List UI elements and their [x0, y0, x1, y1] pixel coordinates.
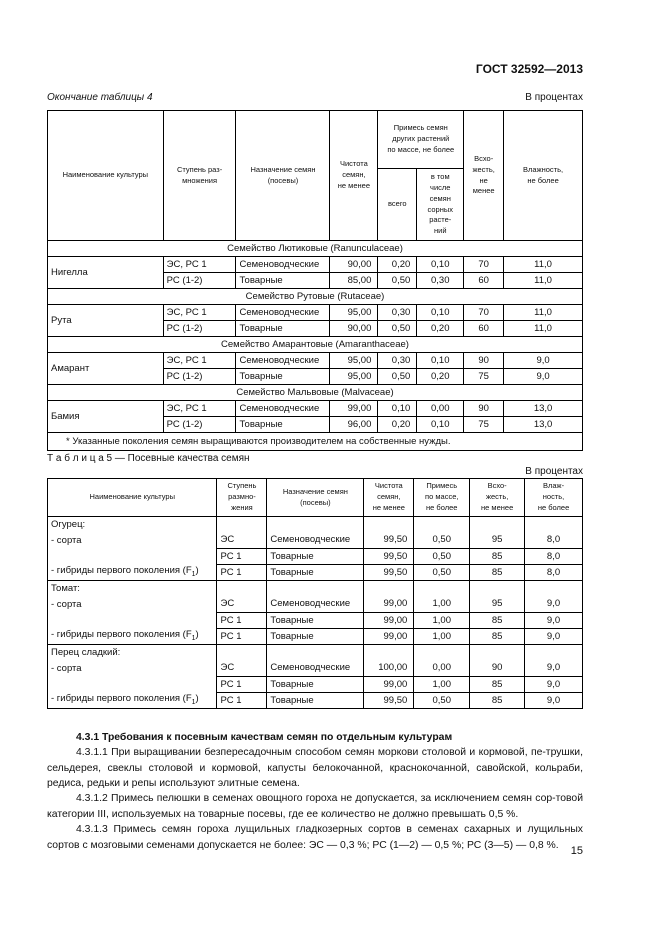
moisture: 11,0 — [504, 305, 583, 321]
empty-cell — [470, 581, 525, 597]
table4-header-row — [48, 111, 583, 169]
admix: 1,00 — [414, 677, 470, 693]
germination: 70 — [464, 257, 504, 273]
table-row — [48, 257, 583, 273]
purpose: Семеноводческие — [267, 533, 364, 549]
variety-label: - сорта — [48, 597, 217, 613]
purity: 99,50 — [364, 549, 414, 565]
variety-label: - сорта — [48, 661, 217, 677]
empty-cell — [48, 549, 217, 565]
table-row — [48, 533, 583, 549]
section-heading: 4.3.1 Требования к посевным качествам семян по отдельным культурам — [76, 732, 453, 743]
table-row — [48, 613, 583, 629]
table-row — [48, 565, 583, 581]
purity: 100,00 — [364, 661, 414, 677]
step: РС 1 — [217, 693, 267, 709]
purpose: Семеноводческие — [267, 597, 364, 613]
family-row — [48, 337, 583, 353]
moisture: 8,0 — [525, 533, 583, 549]
empty-cell — [470, 517, 525, 533]
germination: 85 — [470, 549, 525, 565]
empty-cell — [364, 581, 414, 597]
germination: 70 — [464, 305, 504, 321]
moisture: 13,0 — [504, 401, 583, 417]
step: РС (1-2) — [163, 273, 236, 289]
admix: 0,50 — [414, 533, 470, 549]
subscript: 1 — [191, 570, 196, 578]
table4-caption: Окончание таблицы 4 — [47, 92, 153, 103]
moisture: 9,0 — [525, 629, 583, 645]
step: РС (1-2) — [163, 417, 236, 433]
purity: 96,00 — [330, 417, 378, 433]
footnote: * Указанные поколения семян выращиваются производителем на собственные нужды. — [48, 433, 583, 451]
germination: 85 — [470, 613, 525, 629]
table-row — [48, 597, 583, 613]
table-row — [48, 661, 583, 677]
purity: 99,00 — [364, 613, 414, 629]
header-germ: Всхо- жесть, не менее — [464, 111, 504, 241]
variety-label: - сорта — [48, 533, 217, 549]
header-step: Ступень раз- множения — [163, 111, 236, 241]
empty-cell — [525, 517, 583, 533]
table5-units: В процентах — [525, 466, 583, 477]
admix-weed: 0,10 — [417, 257, 464, 273]
admix-total: 0,50 — [378, 369, 417, 385]
purity: 99,00 — [330, 401, 378, 417]
germination: 90 — [464, 401, 504, 417]
culture-name: Рута — [48, 305, 164, 337]
purpose: Товарные — [236, 273, 330, 289]
empty-cell — [217, 517, 267, 533]
header-admix-weed: в том числе семян сорных расте- ний — [417, 169, 464, 241]
table-5 — [47, 478, 583, 709]
family-row — [48, 241, 583, 257]
step: РС (1-2) — [163, 321, 236, 337]
family-row — [48, 385, 583, 401]
admix: 0,50 — [414, 565, 470, 581]
header-admix: Примесь по массе, не более — [414, 479, 470, 517]
purpose: Семеноводческие — [236, 257, 330, 273]
purpose: Товарные — [267, 549, 364, 565]
purpose: Товарные — [236, 321, 330, 337]
culture-name: Амарант — [48, 353, 164, 385]
purpose: Семеноводческие — [236, 305, 330, 321]
culture-name: Перец сладкий: — [48, 645, 217, 661]
purpose: Товарные — [267, 565, 364, 581]
table-row — [48, 517, 583, 533]
germination: 60 — [464, 321, 504, 337]
germination: 95 — [470, 597, 525, 613]
empty-cell — [470, 645, 525, 661]
admix-total: 0,30 — [378, 353, 417, 369]
step: РС (1-2) — [163, 369, 236, 385]
table-row — [48, 629, 583, 645]
purity: 90,00 — [330, 321, 378, 337]
hybrid-label: - гибриды первого поколения $(F_1)$ — [48, 693, 217, 709]
moisture: 9,0 — [525, 661, 583, 677]
germination: 60 — [464, 273, 504, 289]
footnote-row — [48, 433, 583, 451]
moisture: 8,0 — [525, 565, 583, 581]
culture-name: Огурец: — [48, 517, 217, 533]
admix-total: 0,20 — [378, 257, 417, 273]
germination: 75 — [464, 369, 504, 385]
purpose: Товарные — [236, 369, 330, 385]
subscript: 1 — [191, 634, 196, 642]
step: РС 1 — [217, 549, 267, 565]
admix-weed: 0,20 — [417, 321, 464, 337]
admix: 0,50 — [414, 693, 470, 709]
step: РС 1 — [217, 629, 267, 645]
hybrid-label: - гибриды первого поколения $(F_1)$ — [48, 565, 217, 581]
table5-title: Т а б л и ц а 5 — Посевные качества семян — [47, 453, 250, 464]
empty-cell — [48, 677, 217, 693]
step: ЭС — [217, 661, 267, 677]
purity: 95,00 — [330, 369, 378, 385]
empty-cell — [217, 645, 267, 661]
header-culture: Наименование культуры — [48, 111, 164, 241]
purpose: Товарные — [267, 677, 364, 693]
purity: 99,00 — [364, 597, 414, 613]
header-purity: Чистота семян, не менее — [364, 479, 414, 517]
moisture: 8,0 — [525, 549, 583, 565]
purity: 99,00 — [364, 677, 414, 693]
header-moist: Влажность, не более — [504, 111, 583, 241]
table4-units: В процентах — [525, 92, 583, 103]
purpose: Семеноводческие — [236, 401, 330, 417]
culture-name: Нигелла — [48, 257, 164, 289]
purity: 99,50 — [364, 533, 414, 549]
admix-total: 0,50 — [378, 273, 417, 289]
step: ЭС, РС 1 — [163, 401, 236, 417]
admix-total: 0,30 — [378, 305, 417, 321]
hybrid-label: - гибриды первого поколения $(F_1)$ — [48, 629, 217, 645]
empty-cell — [267, 645, 364, 661]
germination: 85 — [470, 693, 525, 709]
culture-name: Бамия — [48, 401, 164, 433]
admix-weed: 0,10 — [417, 353, 464, 369]
header-admix-total: всего — [378, 169, 417, 241]
purity: 99,50 — [364, 565, 414, 581]
culture-name: Томат: — [48, 581, 217, 597]
admix: 1,00 — [414, 629, 470, 645]
germination: 90 — [464, 353, 504, 369]
empty-cell — [414, 581, 470, 597]
germination: 85 — [470, 677, 525, 693]
step: ЭС, РС 1 — [163, 257, 236, 273]
moisture: 11,0 — [504, 321, 583, 337]
header-admix: Примесь семян других растений по массе, не более — [378, 111, 464, 169]
purity: 90,00 — [330, 257, 378, 273]
purpose: Товарные — [267, 629, 364, 645]
standard-number: ГОСТ 32592—2013 — [475, 62, 583, 76]
admix: 0,00 — [414, 661, 470, 677]
paragraph-4313: 4.3.1.3 Примесь семян гороха лущильных гладкозерных сортов в семенах сахарных и лущильных сортов с мозговыми семенами допускается не более: ЭС — 0,3 %; РС (1—2) — 0,5 %; РС (3—5) — 0,8 %. — [47, 824, 583, 851]
purity: 95,00 — [330, 305, 378, 321]
admix-total: 0,20 — [378, 417, 417, 433]
table-row — [48, 401, 583, 417]
germination: 95 — [470, 533, 525, 549]
step: РС 1 — [217, 565, 267, 581]
step: РС 1 — [217, 613, 267, 629]
moisture: 9,0 — [525, 597, 583, 613]
purity: 95,00 — [330, 353, 378, 369]
empty-cell — [267, 581, 364, 597]
admix: 1,00 — [414, 597, 470, 613]
family-name: Семейство Амарантовые (Amaranthaceae) — [48, 337, 583, 353]
purity: 99,50 — [364, 693, 414, 709]
header-purity: Чистота семян, не менее — [330, 111, 378, 241]
header-step: Ступень размно- жения — [217, 479, 267, 517]
purpose: Товарные — [267, 693, 364, 709]
table5-header-row — [48, 479, 583, 517]
purpose: Товарные — [236, 417, 330, 433]
moisture: 11,0 — [504, 257, 583, 273]
table-row — [48, 645, 583, 661]
family-name: Семейство Лютиковые (Ranunculaceae) — [48, 241, 583, 257]
purpose: Семеноводческие — [236, 353, 330, 369]
table-row — [48, 693, 583, 709]
purity: 99,00 — [364, 629, 414, 645]
family-name: Семейство Мальвовые (Malvaceae) — [48, 385, 583, 401]
purpose: Товарные — [267, 613, 364, 629]
page-number: 15 — [570, 845, 583, 857]
purpose: Семеноводческие — [267, 661, 364, 677]
header-purpose: Назначение семян (посевы) — [236, 111, 330, 241]
empty-cell — [414, 517, 470, 533]
empty-cell — [364, 517, 414, 533]
table-row — [48, 305, 583, 321]
moisture: 9,0 — [525, 613, 583, 629]
empty-cell — [525, 645, 583, 661]
table-row — [48, 549, 583, 565]
header-purpose: Назначение семян (посевы) — [267, 479, 364, 517]
paragraph-4311: 4.3.1.1 При выращивании безпересадочным способом семян моркови столовой и кормовой, пе-трушки, сельдерея, свеклы столовой и кормовой, капусты белокочанной, краснокочанной, савойской, кольраби, редиса, редьки и репы используют элитные семена. — [47, 747, 583, 789]
empty-cell — [364, 645, 414, 661]
header-moist: Влаж- ность, не более — [525, 479, 583, 517]
header-germ: Всхо- жесть, не менее — [470, 479, 525, 517]
admix: 0,50 — [414, 549, 470, 565]
moisture: 9,0 — [504, 369, 583, 385]
subscript: 1 — [191, 698, 196, 706]
step: ЭС, РС 1 — [163, 305, 236, 321]
empty-cell — [525, 581, 583, 597]
admix-weed: 0,10 — [417, 305, 464, 321]
purity: 85,00 — [330, 273, 378, 289]
family-name: Семейство Рутовые (Rutaceae) — [48, 289, 583, 305]
germination: 75 — [464, 417, 504, 433]
moisture: 11,0 — [504, 273, 583, 289]
table-row — [48, 581, 583, 597]
empty-cell — [414, 645, 470, 661]
admix-weed: 0,30 — [417, 273, 464, 289]
empty-cell — [217, 581, 267, 597]
empty-cell — [48, 613, 217, 629]
empty-cell — [267, 517, 364, 533]
admix-weed: 0,00 — [417, 401, 464, 417]
admix-weed: 0,10 — [417, 417, 464, 433]
germination: 85 — [470, 629, 525, 645]
germination: 85 — [470, 565, 525, 581]
table-4 — [47, 110, 583, 451]
step: ЭС — [217, 533, 267, 549]
paragraph-4312: 4.3.1.2 Примесь пелюшки в семенах овощного гороха не допускается, за исключением семян сор-товой категории III, используемых на товарные посевы, где ее количество не должно превышать 0,5 %. — [47, 793, 583, 820]
step: РС 1 — [217, 677, 267, 693]
admix-weed: 0,20 — [417, 369, 464, 385]
admix-total: 0,10 — [378, 401, 417, 417]
moisture: 9,0 — [504, 353, 583, 369]
admix: 1,00 — [414, 613, 470, 629]
moisture: 13,0 — [504, 417, 583, 433]
germination: 90 — [470, 661, 525, 677]
header-culture: Наименование культуры — [48, 479, 217, 517]
step: ЭС, РС 1 — [163, 353, 236, 369]
moisture: 9,0 — [525, 693, 583, 709]
table-row — [48, 353, 583, 369]
admix-total: 0,50 — [378, 321, 417, 337]
table-row — [48, 677, 583, 693]
step: ЭС — [217, 597, 267, 613]
family-row — [48, 289, 583, 305]
moisture: 9,0 — [525, 677, 583, 693]
